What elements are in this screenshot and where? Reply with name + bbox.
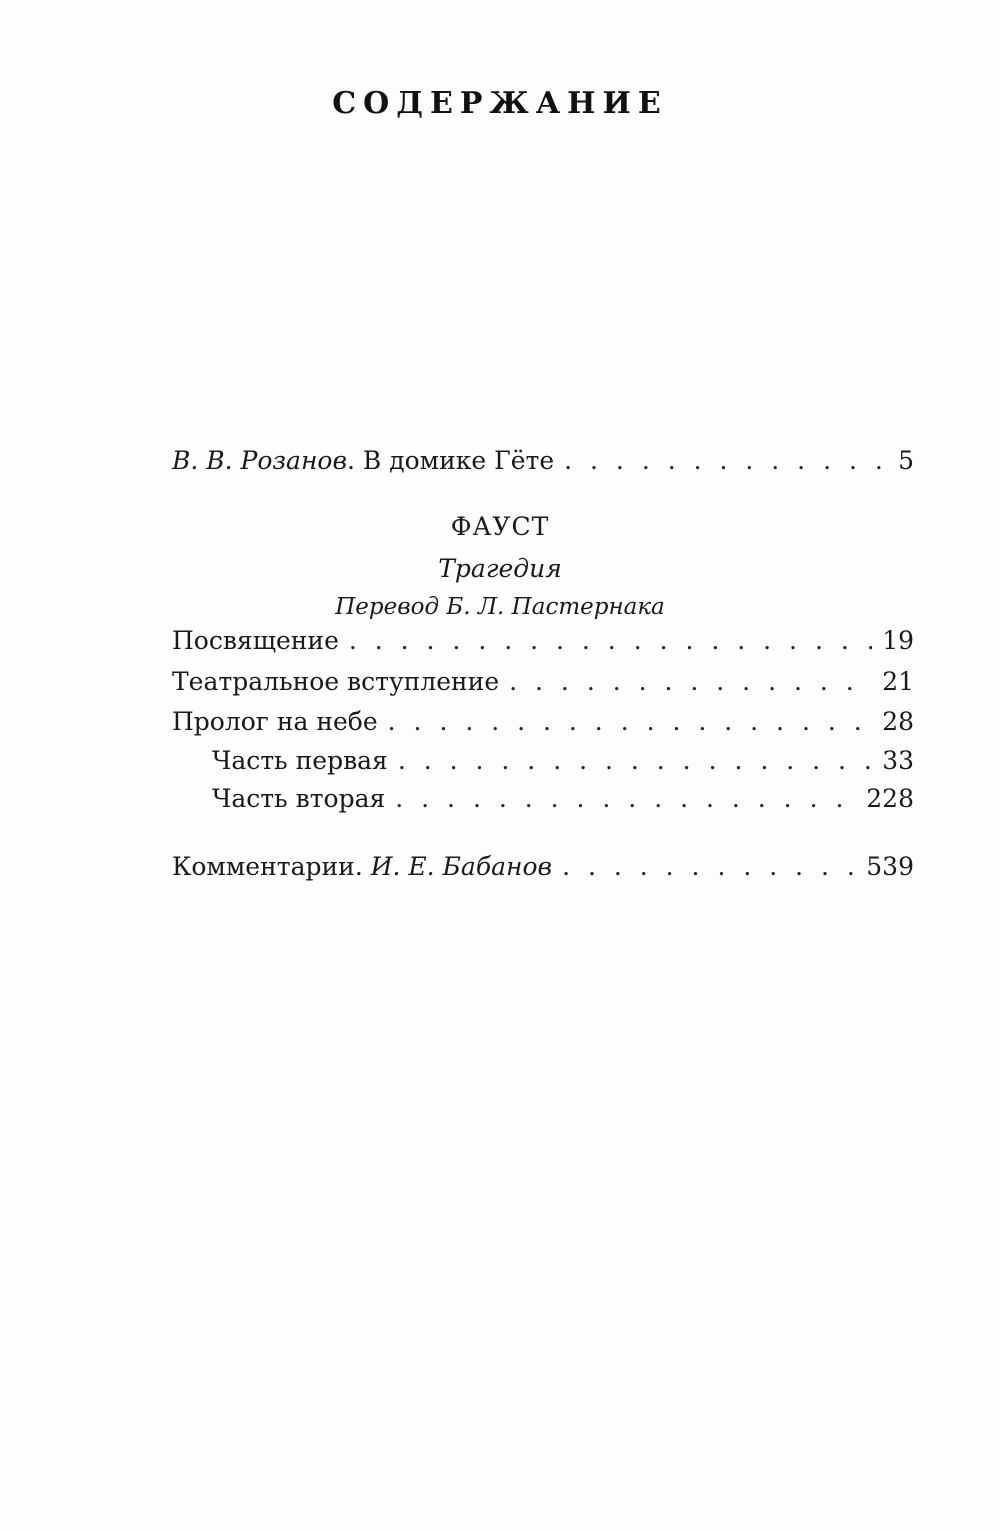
toc-entry-dedication[interactable]	[172, 626, 914, 662]
toc-entry-part-one[interactable]	[212, 746, 914, 782]
toc-entry-title: В домике Гёте	[362, 446, 555, 475]
toc-entry-author: И. Е. Бабанов	[370, 852, 553, 881]
toc-entry-title: Часть первая	[212, 746, 388, 775]
toc-leader-dots	[388, 707, 873, 736]
toc-entry-separator: .	[347, 446, 363, 475]
toc-entry-title: Пролог на небе	[172, 707, 378, 736]
toc-entry-author: В. В. Розанов	[172, 446, 348, 475]
toc-leader-dots	[395, 784, 856, 813]
toc-leader-dots	[349, 626, 872, 655]
toc-entry-theatre-prelude[interactable]	[172, 667, 914, 703]
toc-leader-dots	[562, 852, 856, 881]
toc-entry-prologue-heaven[interactable]	[172, 707, 914, 743]
toc-page-number: 19	[882, 626, 914, 655]
toc-entry-title: Посвящение	[172, 626, 339, 655]
toc-page-number: 5	[898, 446, 914, 475]
toc-page-number: 28	[882, 707, 914, 736]
toc-entry-commentary[interactable]	[172, 852, 914, 888]
toc-entry-title: Часть вторая	[212, 784, 386, 813]
toc-page-number: 21	[882, 667, 914, 696]
toc-page-number: 539	[866, 852, 914, 881]
section-subtitle: Трагедия	[438, 554, 562, 583]
toc-page-number: 228	[866, 784, 914, 813]
toc-entry-text	[172, 852, 552, 881]
toc-page-number: 33	[882, 746, 914, 775]
toc-entry-rozanov[interactable]	[172, 446, 914, 482]
page-title: СОДЕРЖАНИЕ	[332, 86, 668, 121]
toc-leader-dots	[564, 446, 888, 475]
toc-entry-title: Театральное вступление	[172, 667, 500, 696]
section-title: ФАУСТ	[450, 512, 550, 541]
toc-leader-dots	[509, 667, 872, 696]
toc-leader-dots	[398, 746, 872, 775]
toc-entry-title: Комментарии.	[172, 852, 363, 881]
toc-entry-text	[172, 446, 554, 475]
section-translator: Перевод Б. Л. Пастернака	[335, 594, 665, 620]
toc-entry-part-two[interactable]	[212, 784, 914, 820]
